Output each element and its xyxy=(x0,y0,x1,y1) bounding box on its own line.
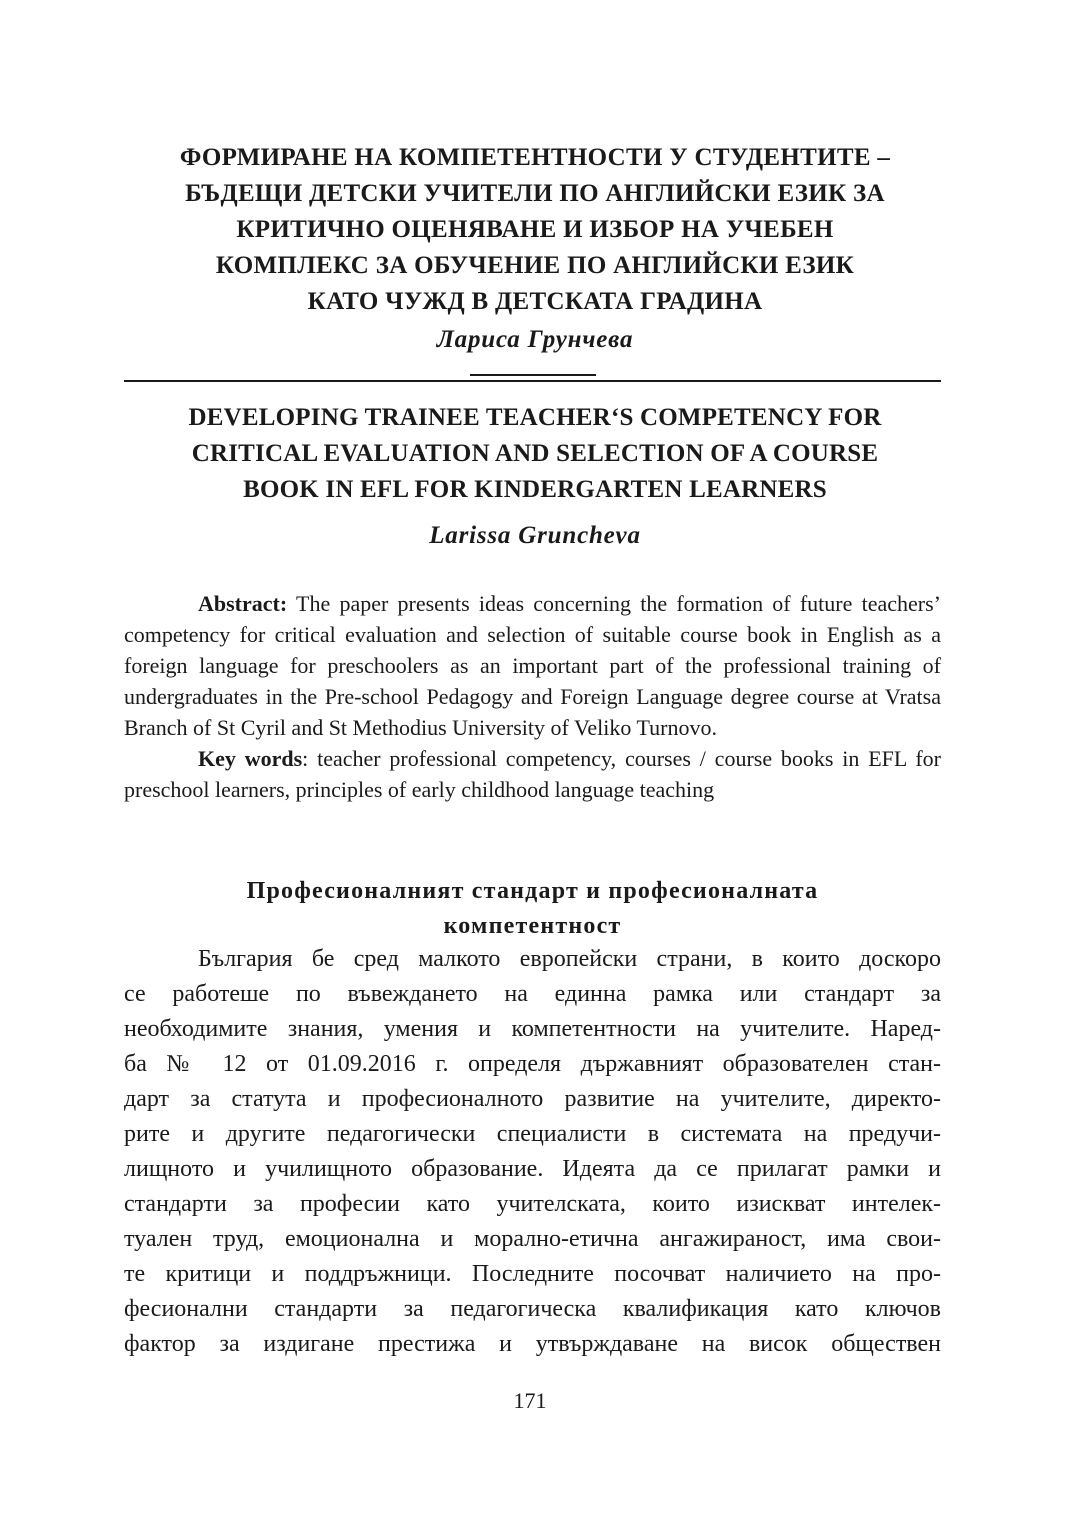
bulgarian-title-line: ФОРМИРАНЕ НА КОМПЕТЕНТНОСТИ У СТУДЕНТИТЕ – xyxy=(179,144,891,171)
body-line: те критици и поддръжници. Последните посочват наличието на про- xyxy=(124,1261,941,1287)
body-line: рите и другите педагогически специалисти в системата на предучи- xyxy=(124,1121,941,1147)
body-paragraph xyxy=(124,942,941,1362)
keywords-paragraph xyxy=(124,743,941,805)
divider-rule-long xyxy=(124,380,941,382)
english-title-line: DEVELOPING TRAINEE TEACHER‘S COMPETENCY FOR xyxy=(188,404,882,431)
bulgarian-title xyxy=(120,140,950,320)
section-heading-line: Професионалният стандарт и професионалната xyxy=(246,878,819,904)
bulgarian-title-line: КОМПЛЕКС ЗА ОБУЧЕНИЕ ПО АНГЛИЙСКИ ЕЗИК xyxy=(215,252,855,279)
bulgarian-title-line: КАТО ЧУЖД В ДЕТСКАТА ГРАДИНА xyxy=(307,288,763,315)
body-line: фесионални стандарти за педагогическа квалификация като ключов xyxy=(124,1296,941,1322)
body-line: лищното и училищното образование. Идеята да се прилагат рамки и xyxy=(124,1156,941,1182)
body-line: стандарти за професии като учителската, които изискват интелек- xyxy=(124,1191,941,1217)
body-line: фактор за издигане престижа и утвърждаване на висок обществен xyxy=(124,1331,941,1357)
section-heading xyxy=(124,874,941,944)
body-line: се работеше по въвеждането на единна рамка или стандарт за xyxy=(124,981,941,1007)
page-number: 171 xyxy=(513,1388,547,1413)
bulgarian-title-line: БЪДЕЩИ ДЕТСКИ УЧИТЕЛИ ПО АНГЛИЙСКИ ЕЗИК ЗА xyxy=(185,180,885,207)
abstract-label: Abstract: xyxy=(198,591,288,616)
body-line: ба № 12 от 01.09.2016 г. определя държавният образователен стан- xyxy=(124,1051,941,1077)
divider-rule-short xyxy=(470,374,596,376)
abstract-block xyxy=(124,588,941,805)
section-heading-line: компетентност xyxy=(443,913,622,939)
english-title-line: CRITICAL EVALUATION AND SELECTION OF A COURSE xyxy=(191,440,879,467)
english-title-line: BOOK IN EFL FOR KINDERGARTEN LEARNERS xyxy=(243,476,827,503)
bulgarian-author: Лариса Грунчева xyxy=(436,326,634,353)
english-author: Larissa Gruncheva xyxy=(429,522,641,549)
english-title xyxy=(120,400,950,508)
bulgarian-title-line: КРИТИЧНО ОЦЕНЯВАНЕ И ИЗБОР НА УЧЕБЕН xyxy=(236,216,834,243)
body-line: туален труд, емоционална и морално-етична ангажираност, има свои- xyxy=(124,1226,941,1252)
body-line: България бе сред малкото европейски страни, в които доскоро xyxy=(198,946,941,972)
body-line: необходимите знания, умения и компетентности на учителите. Наред- xyxy=(124,1016,941,1042)
keywords-label: Key words xyxy=(198,746,303,771)
keywords-text: : teacher professional competency, courses / course books in EFL for preschool learners, principles of early childhood language teaching xyxy=(124,746,942,802)
abstract-paragraph xyxy=(124,588,941,743)
abstract-text: The paper presents ideas concerning the formation of future teachers’ competency for critical evaluation and selection of suitable course book in English as a foreign language for preschoolers as an important part of the professional training of undergraduates in the Pre-school Pedagogy and Foreign Language degree course at Vratsa Branch of St Cyril and St Methodius University of Veliko Turnovo. xyxy=(124,591,941,740)
body-line: дарт за статута и професионалното развитие на учителите, директо- xyxy=(124,1086,941,1112)
